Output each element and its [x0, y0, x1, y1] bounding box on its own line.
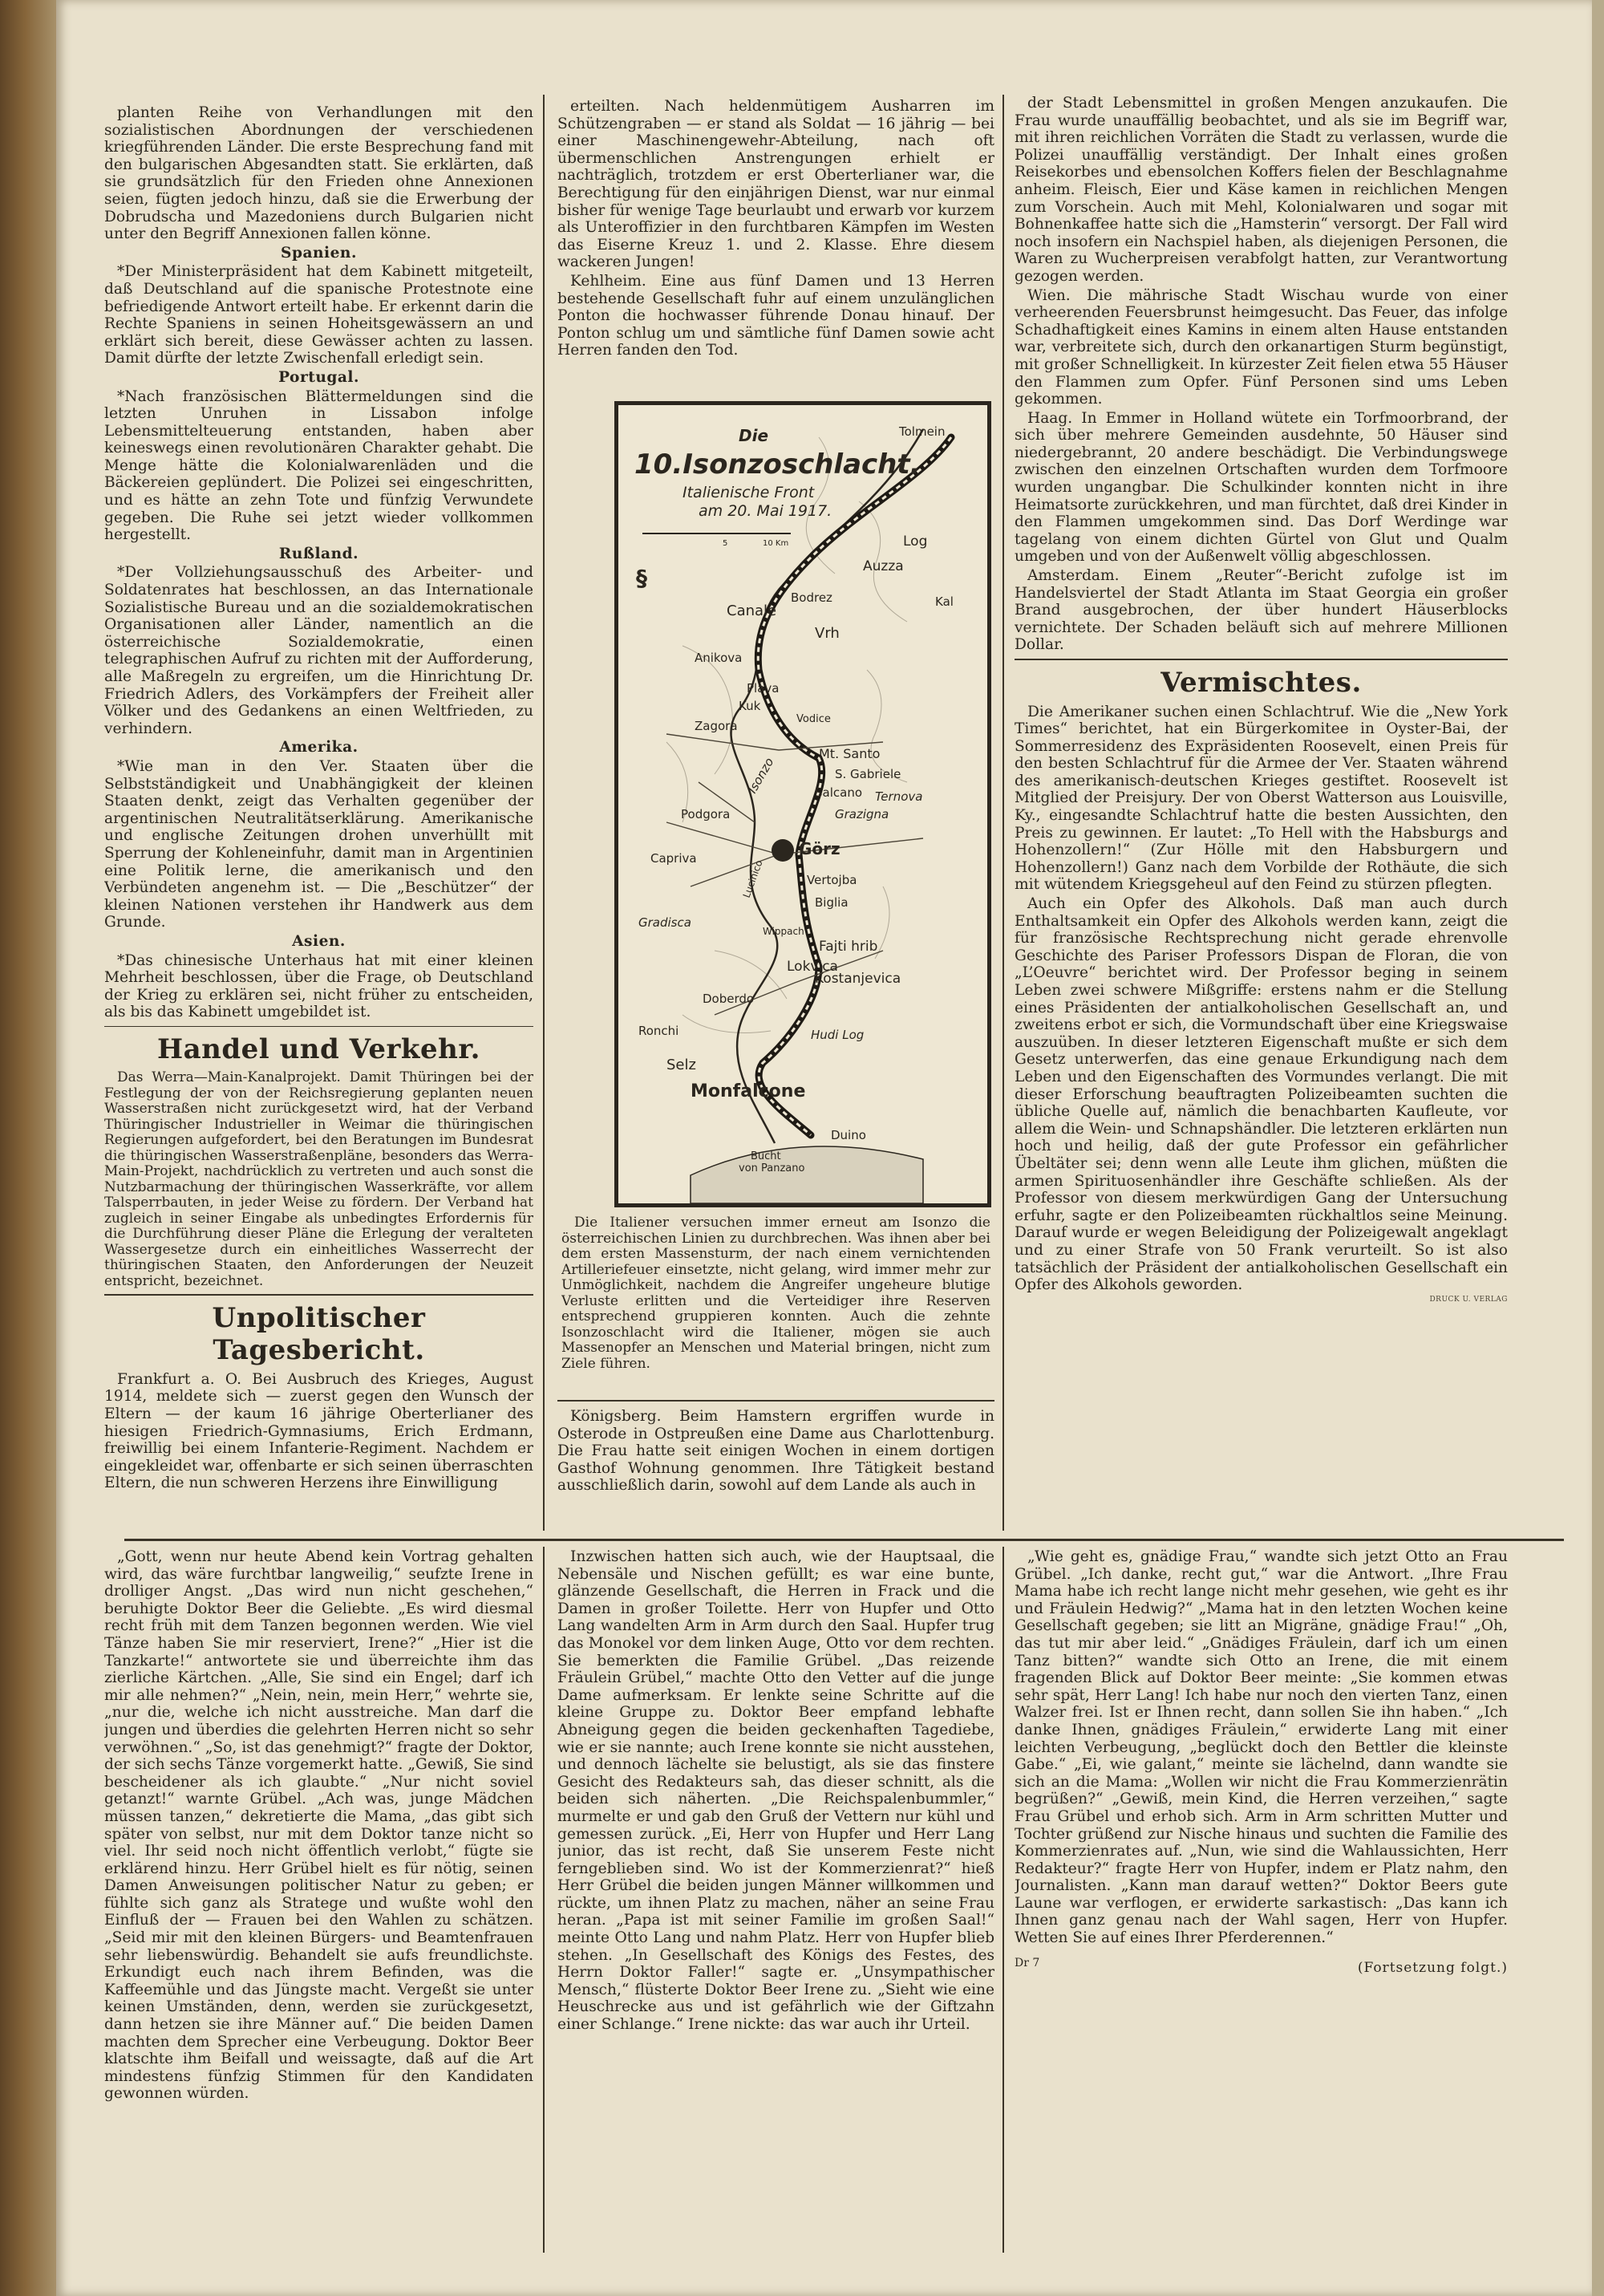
sea-area: [691, 1146, 923, 1203]
section-heading-portugal: Portugal.: [278, 368, 359, 386]
place-label: Duino: [831, 1128, 866, 1142]
goerz-marker: [772, 839, 794, 862]
section-title-trade: Handel und Verkehr.: [157, 1033, 480, 1066]
continued-note: (Fortsetzung folgt.): [1357, 1959, 1508, 1976]
section-title-daily-report: Unpolitischer Tagesbericht.: [212, 1301, 426, 1366]
column-rule-1: [543, 95, 545, 1531]
column-rule-2: [1003, 95, 1004, 1531]
place-label: S. Gabriele: [835, 767, 901, 781]
novel-text: „Gott, wenn nur heute Abend kein Vortrag gehalten wird, das wäre furchtbar langweilig,“ seufzte Irene in drolliger Angst. „Das wird nun nicht geschehen,“ beruhigte Doktor Beer die Geliebte. „Es wird diesmal recht früh mit dem Tanzen begonnen werden. Wie viel Tänze haben Sie mir reserviert, Irene?“ „Hier ist die Tanzkarte!“ antwortete sie und überreichte ihm das zierliche Kärtchen. „Alle, Sie sind ein Engel; darf ich mir alle nehmen?“ „Nein, nein, mein Herr,“ wehrte sie, „nur die, welche ich nicht ausstreiche. Man darf die jungen und überdies die gelehrten Herren nicht so sehr verwöhnen.“ „So, ist das genehmigt?“ fragte der Doktor, der sich sechs Tänze vorgemerkt hatte. „Gewiß, Sie sind bescheidener als ich glaubte.“ „Nur nicht soviel getanzt!“ warnte Grübel. „Ach was, junge Mädchen müssen tanzen,“ dekretierte die Mama, „das gibt sich später von selbst, nur mit dem Doktor tanze nicht so viel. Ihr seid noch nicht öffentlich verlobt,“ fügte sie erklärend hinzu. Herr Grübel hielt es für nötig, seinen Damen Anweisungen politischer Natur zu geben; er fühlte sich ganz als Stratege und wußte wohl den Einfluß der — Frauen bei den Wahlen zu schätzen. „Seid mir mit den kleinen Bürgers- und Beamtenfrauen sehr liebenswürdig. Behandelt sie aufs freundlichste. Erkundigt euch nach ihrem Befinden, was die Kaffeemühle und das Jüngste macht. Vergeßt sie unter keinen Umständen, denn, werden sie zurückgesetzt, dann hetzen sie ihre Männer auf.“ Die beiden Damen machten dem Sprecher eine Verbeugung. Doktor Beer klatschte ihm Beifall und weissagte, daß auf die Art mindestens fünfzig Stimmen für den Kandidaten gewonnen würden.: [104, 1548, 533, 2103]
place-label: Lokvica: [787, 959, 838, 975]
place-label: Doberdo: [703, 992, 755, 1006]
newspaper-page: [56, 0, 1592, 2296]
place-label: Log: [903, 533, 928, 550]
article-trade: Das Werra—Main-Kanalprojekt. Damit Thüringen bei der Festlegung der von der Reichsregierung geplanten neuen Wasserstraßen nicht zurückgesetzt wird, hat der Verband Thüringischer Industrieller in Weimar die thüringischen Regierungen aufgefordert, bei den Beratungen im Bundesrat die thüringischen Wasserstraßenpläne, besonders das Werra-Main-Projekt, nachdrücklich zu vertreten und auch sonst die Nutzbarmachung der thüringischen Wasserkräfte, vor allem Talsperrbauten, in jeder Weise zu fördern. Der Verband hat zugleich in seiner Eingabe als unbedingtes Erfordernis für die Durchführung dieser Pläne die Erlegung der veralteten Wassergesetze durch ein einheitliches Wasserrecht der thüringischen Staaten, den Anforderungen der Neuzeit entspricht, bezeichnet.: [104, 1069, 533, 1289]
place-label: Anikova: [695, 651, 743, 665]
page-mark: Dr 7: [1015, 1956, 1040, 1969]
article-koenigsberg: Königsberg. Beim Hamstern ergriffen wurde in Osterode in Ostpreußen eine Dame aus Charlottenburg. Die Frau hatte seit einigen Wochen in einem dortigen Gasthof Wohnung genommen. Ihre Tätigkeit bestand ausschließlich darin, sowohl auf dem Lande als auch in: [557, 1408, 994, 1495]
place-label: Bodrez: [791, 590, 832, 605]
place-label: Salcano: [815, 785, 863, 800]
article-asia: *Das chinesische Unterhaus hat mit einer kleinen Mehrheit beschlossen, über die Frage, ob Deutschland der Krieg zu erklären sei, nicht früher zu entscheiden, als bis das Kabinett umgebildet ist.: [104, 951, 533, 1021]
article-russia: *Der Vollziehungsausschuß des Arbeiter- und Soldatenrates hat beschlossen, an das Internationale Sozialistische Bureau und an die sozialdemokratischen Organisationen aller Länder, namentlich an die österreichische Sozialdemokratie, einen telegraphischen Aufruf zu richten mit der Aufforderung, alle Maßregeln zu ergreifen, um die Hinrichtung Dr. Friedrich Adlers, des Vorkämpfers der Freiheit aller Völker und des Gedankens an einen Weltfrieden, zu verhindern.: [104, 564, 533, 737]
article-frankfurt: Frankfurt a. O. Bei Ausbruch des Krieges, August 1914, meldete sich — zuerst gegen den Wunsch der Eltern — der kaum 16 jährige Oberterlianer des hiesigen Friedrich-Gymnasiums, Erich Erdmann, freiwillig bei einem Infanterie-Regiment. Nachdem er eingekleidet war, offenbarte er sich seinen überraschten Eltern, die nun schweren Herzens ihre Einwilligung: [104, 1370, 533, 1492]
book-binding: [0, 0, 56, 2296]
map-scale-end: 10 Km: [763, 539, 789, 548]
place-label: Capriva: [650, 851, 697, 866]
map-subtitle: Italienische Front: [683, 484, 815, 501]
upper-column-2-bottom: [557, 1408, 994, 1532]
place-label: Selz: [666, 1057, 696, 1073]
place-label: Monfalcone: [691, 1081, 806, 1101]
article-text: planten Reihe von Verhandlungen mit den sozialistischen Abordnungen der verschiedenen kriegführenden Länder. Die erste Besprechung fand mit den bulgarischen Abgesandten statt. Sie erklärten, daß sie grundsätzlich für den Frieden ohne Annexionen seien, fügten jedoch hinzu, daß sie die Erwerbung der Dobrudscha und Mazedoniens durch Bulgarien nicht unter den Begriff Annexionen fallen könne.: [104, 104, 533, 243]
section-heading-spain: Spanien.: [281, 244, 357, 262]
place-label: Vodice: [796, 713, 831, 725]
article-continuation: erteilten. Nach heldenmütigem Ausharren im Schützengraben — er stand als Soldat — 16 jährig — bei einer Maschinengewehr-Abteilung, nach oft übermenschlichen Anstrengungen erhielt er nachträglich, trotzdem er erst Oberterlianer war, die Berechtigung für den einjährigen Dienst, war nur einmal bisher für wenige Tage beurlaubt und erwarb vor kurzem als Unteroffizier in den furchtbaren Kämpfen im Westen das Eiserne Kreuz 1. und 2. Klasse. Ehre diesem wackeren Jungen!: [557, 98, 994, 271]
article-amsterdam: Amsterdam. Einem „Reuter“-Bericht zufolge ist im Handelsviertel der Stadt Atlanta im Staat Georgia ein großer Brand ausgebrochen, der über hundert Häuserblocks vernichtete. Der Schaden beläuft sich auf mehrere Millionen Dollar.: [1015, 567, 1508, 654]
upper-column-2-top: [557, 98, 994, 399]
place-label: Tolmein: [899, 424, 946, 439]
column-rule-3: [543, 1547, 545, 2253]
place-label: Podgora: [681, 807, 731, 821]
article-schlachtruf: Die Amerikaner suchen einen Schlachtruf. Wie die „New York Times“ berichtet, hat ein Bürgerkomitee in Oyster-Bai, der Sommerresidenz des Expräsidenten Roosevelt, einen Preis für den besten Schlachtruf für die Armee der Ver. Staaten während des amerikanisch-deutschen Krieges gestiftet. Roosevelt ist Mitglied der Preisjury. Der von Oberst Watterson aus Louisville, Ky., eingesandte Schlachtruf hatte die besten Aussichten, den Preis zu gewinnen. Er lautet: „To Hell with the Habsburgs and Hohenzollern!“ (Zur Hölle mit den Habsburgern und Hohenzollern!) Ganz nach dem Vorbilde der Rothäute, die sich mit wütendem Kriegsgeheul auf den Feind zu stürzen pflegten.: [1015, 703, 1508, 894]
place-label: Kal: [935, 594, 954, 609]
place-label: Isonzo: [744, 755, 777, 796]
caption-rule: [557, 1400, 994, 1402]
place-label: Kuk: [739, 699, 761, 713]
article-spain: *Der Ministerpräsident hat dem Kabinett mitgeteilt, daß Deutschland auf die spanische Protestnote eine befriedigende Antwort erteilt habe. Er erkennt darin die Rechte Spaniens in seinen Hoheitsgewässern an und erklärt sich bereit, diese Gewässer achten zu lassen. Damit dürfte der letzte Zwischenfall erledigt sein.: [104, 263, 533, 367]
article-alkohol: Auch ein Opfer des Alkohols. Daß man auch durch Enthaltsamkeit ein Opfer des Alkohols werden kann, zeigt die für französische Rechtsprechung nicht gerade ehrenvolle Geschichte des Pariser Professors Dispan de Floran, die von „L’Oeuvre“ berichtet wird. Der Professor beging in seinem Leben zwei schwere Mißgriffe: erstens nahm er die Stellung eines Präsidenten der antialkoholischen Gesellschaft an, und zweitens erbot er sich, die Vormundschaft über eine Kriegswaise auszuüben. In dieser letzteren Eigenschaft mußte er sich dem Gesetz unterwerfen, das eine genaue Erkundigung nach dem Leben und den Eigenschaften des Vormundes verlangt. Die mit dieser Erforschung beauftragten Polizeibeamten suchten die übliche Quelle auf, nämlich die benachbarten Kaufleute, vor allem die Wein- und Schnapshändler. Die letzteren erklärten nun hoch und heilig, daß der gute Professor ein gefährlicher Übeltäter sei; denn wenn alle Leute ihm glichen, müßten die armen Spirituosenhändler ihre Geschäfte schließen. Als der Professor von diesem merkwürdigen Gang der Untersuchung erfuhr, sagte er den Polizeibeamten rückhaltlos seine Meinung. Darauf wurde er wegen Beleidigung der Polizeigewalt angeklagt und zu einer Strafe von 50 Frank verurteilt. So ist also tatsächlich der Präsident der antialkoholischen Gesellschaft ein Opfer des Alkohols geworden.: [1015, 895, 1508, 1294]
feuilleton-column-3: [1015, 1548, 1508, 2254]
place-label: Wippach: [763, 926, 804, 937]
map-title: 10.Isonzoschlacht.: [634, 448, 921, 481]
map-scale-start: 5: [723, 539, 728, 548]
feuilleton-footer: [1015, 1955, 1508, 1978]
upper-column-1: [104, 104, 533, 1532]
feuilleton-column-2: [557, 1548, 994, 2254]
battle-map: [614, 401, 991, 1207]
column-rule-4: [1003, 1547, 1004, 2253]
place-label: Bucht: [751, 1150, 781, 1162]
place-label: Hudi Log: [811, 1028, 865, 1042]
place-label: Fajti hrib: [819, 939, 878, 955]
printer-imprint: DRUCK U. VERLAG: [1429, 1295, 1508, 1304]
novel-text: Inzwischen hatten sich auch, wie der Hauptsaal, die Nebensäle und Nischen gefüllt; es war eine bunte, glänzende Gesellschaft, die Herren in Frack und die Damen in großer Toilette. Herr von Hupfer und Otto Lang wandelten Arm in Arm durch den Saal. Hupfer trug das Monokel vor dem linken Auge, Otto vor dem rechten. Sie bemerkten die Familie Grübel. „Das reizende Fräulein Grübel,“ machte Otto den Vetter auf die junge Dame aufmerksam. Er lenkte seine Schritte auf die kleine Gruppe zu. Doktor Beer empfand lebhafte Abneigung gegen die beiden geckenhaften Tagediebe, wie er sie nannte; auch Irene konnte sie nicht ausstehen, und dennoch lächelte sie belustigt, als sie das finstere Gesicht des Redakteurs sah, das dieser schnitt, als die beiden sich näherten. „Die Reichspalenbummler,“ murmelte er und gab den Gruß der Vettern nur kühl und gemessen zurück. „Ei, Herr von Hupfer und Herr Lang junior, das ist recht, daß Sie unserem Feste nicht ferngeblieben sind. Wo ist der Kommerzienrat?“ hieß Herr Grübel die beiden jungen Männer willkommen und rückte, um ihnen Platz zu machen, näher an seine Frau heran. „Papa ist mit seiner Familie im großen Saal!“ meinte Otto Lang und nahm Platz. Herr von Hupfer blieb stehen. „In Gesellschaft des Königs des Festes, des Herrn Doktor Faller!“ sagte er. „Unsympathischer Mensch,“ flüsterte Doktor Beer Irene zu. „Sieht wie eine Heuschrecke aus und ist gefährlich wie der Giftzahn einer Schlange.“ Irene nickte: das war auch ihr Urteil.: [557, 1548, 994, 2034]
feuilleton-divider: [124, 1539, 1564, 1541]
place-label: Grazigna: [835, 807, 889, 821]
article-portugal: *Nach französischen Blättermeldungen sind die letzten Unruhen in Lissabon infolge Lebensmittelteuerung entstanden, haben aber keineswegs einen revolutionären Charakter gehabt. Die Menge hätte die Kolonialwarenläden und die Bäckereien geplündert. Die Polizei sei eingeschritten, und es hätte an zehn Tote und fünfzig Verwundete gegeben. Die Ruhe sei jetzt wieder vollkommen hergestellt.: [104, 387, 533, 544]
place-label: Kostanjevica: [815, 971, 901, 987]
place-label: Gradisca: [638, 915, 691, 930]
place-label: Plava: [747, 681, 780, 696]
place-label: Biglia: [815, 895, 849, 910]
place-label: Ternova: [875, 789, 923, 804]
map-caption-block: [561, 1215, 990, 1376]
section-heading-america: Amerika.: [279, 739, 358, 757]
feuilleton-column-1: [104, 1548, 533, 2254]
map-caption: Die Italiener versuchen immer erneut am Isonzo die österreichischen Linien zu durchbrechen. Was ihnen aber bei dem ersten Massensturm, der nach einem vernichtenden Artilleriefeuer einsetzte, nicht gelang, wird immer mehr zur Unmöglichkeit, nachdem die Angreifer ungeheure blutige Verluste erlitten und die Verteidiger ihre Reserven entsprechend gruppieren konnten. Auch die zehnte Isonzoschlacht wird die Italiener, mögen sie auch Massenopfer an Menschen und Material bringen, nicht zum Ziele führen.: [561, 1215, 990, 1372]
article-haag: Haag. In Emmer in Holland wütete ein Torfmoorbrand, der sich über mehrere Gemeinden ausdehnte, 50 Häuser sind niedergebrannt, 20 andere beschädigt. Die Verbindungswege zwischen den einzelnen Ortschaften wurden dem Torfmoore wurden ungangbar. Die Schulkinder konnten nicht in ihre Heimatsorte zurückkehren, und man fürchtet, daß drei Kinder in den Flammen umgekommen sind. Das Dorf Werdinge war tagelang von einem dichten Gürtel von Glut und Qualm umgeben und von der Außenwelt völlig abgeschlossen.: [1015, 409, 1508, 566]
article-wien: Wien. Die mährische Stadt Wischau wurde von einer verheerenden Feuersbrunst heimgesucht. Das Feuer, das infolge Schadhaftigkeit eines Kamins in einem alten Hause entstanden war, verbreitete sich, durch den orkanartigen Sturm begünstigt, mit großer Schnelligkeit. In kürzester Zeit fielen etwa 55 Häuser den Flammen zum Opfer. Fünf Personen sind ums Leben gekommen.: [1015, 286, 1508, 408]
place-label: von Panzano: [739, 1162, 805, 1174]
place-label: Auzza: [863, 558, 904, 574]
section-heading-asia: Asien.: [292, 932, 346, 950]
article-continuation: der Stadt Lebensmittel in großen Mengen anzukaufen. Die Frau wurde unauffällig beobachtet, und als sie im Begriff war, mit ihren reichlichen Vorräten die Stadt zu verlassen, wurde die Polizei unauffällig verständigt. Der Inhalt eines großen Reisekorbes und ebensolchen Koffers fielen der Beschlagnahme anheim. Fleisch, Eier und Käse kamen in reichlichen Mengen zum Vorschein. Auch mit Mehl, Kolonialwaren und sogar mit Bohnenkaffee hatte sich die „Hamsterin“ versorgt. Der Fall wird noch insofern ein Nachspiel haben, als diejenigen Personen, die Waren zu Wucherpreisen verabfolgt hatten, zur Verantwortung gezogen werden.: [1015, 95, 1508, 285]
section-title-misc: Vermischtes.: [1160, 666, 1362, 699]
map-date: am 20. Mai 1917.: [699, 502, 832, 520]
place-label: Ronchi: [638, 1024, 679, 1038]
place-label: Canale: [727, 602, 777, 619]
place-label: Zagora: [695, 719, 738, 733]
place-label: Vrh: [815, 625, 840, 642]
upper-column-3: [1015, 95, 1508, 1535]
map-svg: [618, 405, 987, 1203]
map-place-labels: [638, 424, 954, 1174]
place-label: Lucinico: [740, 858, 765, 900]
article-kelheim: Kehlheim. Eine aus fünf Damen und 13 Herren bestehende Gesellschaft fuhr auf einem unzulänglichen Ponton die hochwasser führende Donau hinauf. Der Ponton schlug um und sämtliche fünf Damen sowie acht Herren fanden den Tod.: [557, 272, 994, 359]
map-mark: §: [636, 565, 647, 591]
place-label-goerz: Görz: [799, 839, 840, 858]
place-label: Vertojba: [807, 873, 857, 887]
novel-text: „Wie geht es, gnädige Frau,“ wandte sich jetzt Otto an Frau Grübel. „Ich danke, recht gut,“ war die Antwort. „Ihre Frau Mama habe ich recht lange nicht mehr gesehen, wie geht es ihr und Fräulein Hedwig?“ „Mama hat in den letzten Wochen keine Gesellschaft gegeben; sie litt an Migräne, gnädige Frau!“ „Oh, das tut mir aber leid.“ „Gnädiges Fräulein, darf ich um einen Tanz bitten?“ wandte sich Otto an Irene, die mit einem fragenden Blick auf Doktor Beer meinte: „Sie kommen etwas sehr spät, Herr Lang! Ich habe nur noch den vierten Tanz, einen Walzer frei. Ist er Ihnen recht, dann sollen Sie ihn haben.“ „Ich danke Ihnen, gnädiges Fräulein,“ erwiderte Lang mit einer leichten Verbeugung, „beglückt doch den Bettler die kleinste Gabe.“ „Ei, wie galant,“ meinte sie lächelnd, dann wandte sie sich an die Mama: „Wollen wir nicht die Frau Kommerzienrätin begrüßen?“ „Gewiß, mein Kind, die Herren verzeihen,“ sagte Frau Grübel und erhob sich. Arm in Arm schritten Mutter und Tochter grüßend zur Nische hinaus und suchten die Familie des Kommerzienrates auf. „Nun, wie sind die Wahlaussichten, Herr Redakteur?“ fragte Herr von Hupfer, indem er Platz nahm, den Journalisten. „Kann man darauf wetten?“ Doktor Beers gute Laune war verflogen, er erwiderte sarkastisch: „Das kann ich Ihnen ganz genau nach der Wahl sagen, Herr von Hupfer. Wetten Sie auf eines Ihrer Pferderennen.“: [1015, 1548, 1508, 1947]
place-label: Mt. Santo: [819, 746, 881, 761]
section-heading-russia: Rußland.: [278, 545, 359, 562]
article-america: *Wie man in den Ver. Staaten über die Selbstständigkeit und Unabhängigkeit der kleinen Staaten denkt, zeigt das Verhalten gegenüber der argentinischen Neutralitätserklärung. Amerikanische und englische Zeitungen drohen unverhüllt mit Sperrung der Kohleneinfuhr, damit man in Argentinien eine Politik lerne, die amerikanisch und den Verbündeten angenehm ist. — Die „Beschützer“ der kleinen Nationen verstehen ihr Handwerk aus dem Grunde.: [104, 757, 533, 931]
map-title-prefix: Die: [739, 426, 769, 445]
